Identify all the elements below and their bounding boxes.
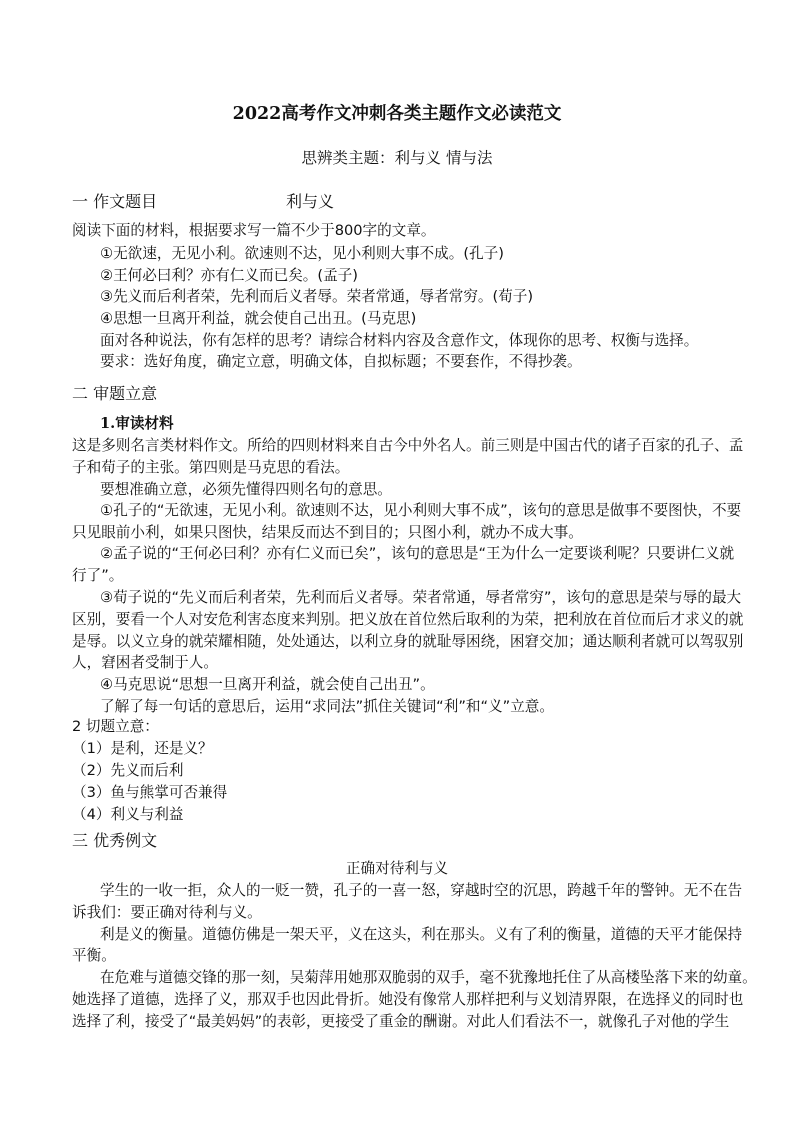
material-3: ③先义而后利者荣，先利而后义者辱。荣者常通，辱者常穷。(荀子) — [100, 288, 534, 305]
analysis-line: ②孟子说的“王何必曰利？亦有仁义而已矣”，该句的意思是“王为什么一定要谈利呢？只要讲仁义就 — [100, 545, 735, 562]
thesis-angle: （1）是利，还是义？ — [72, 740, 213, 757]
section-heading-1 — [72, 191, 335, 212]
essay-line: 她选择了道德，选择了义，那双手也因此骨折。她没有像常人那样把利与义划清界限，在选择义的同时也 — [72, 991, 744, 1008]
analysis-line: 子和荀子的主张。第四则是马克思的看法。 — [72, 459, 350, 476]
analysis-line: ④马克思说“思想一旦离开利益，就会使自己出丑”。 — [100, 676, 435, 693]
analysis-line: 这是多则名言类材料作文。所给的四则材料来自古今中外名人。前三则是中国古代的诸子百家的孔子、孟 — [72, 437, 744, 454]
material-4: ④思想一旦离开利益，就会使自己出丑。(马克思) — [100, 310, 417, 327]
section-heading-3: 三 优秀例文 — [72, 831, 158, 850]
material-1: ①无欲速，无见小利。欲速则不达，见小利则大事不成。(孔子) — [100, 245, 504, 262]
essay-line: 诉我们：要正确对待利与义。 — [72, 904, 262, 921]
thesis-angle: （4）利义与利益 — [72, 806, 184, 823]
subheading-read-material: 1.审读材料 — [100, 415, 174, 432]
essay-line: 选择了利，接受了“最美妈妈”的表彰，更接受了重金的酬谢。对此人们看法不一，就像孔子对他的学生 — [72, 1013, 730, 1030]
essay-line: 利是义的衡量。道德仿佛是一架天平，义在这头，利在那头。义有了利的衡量，道德的天平才能保持 — [100, 926, 743, 943]
material-2: ②王何必曰利？亦有仁义而已矣。(孟子) — [100, 267, 358, 284]
analysis-line: 区别，要看一个人对安危利害态度来判别。把义放在首位然后取利的为荣，把利放在首位而后才求义的就 — [72, 611, 744, 628]
essay-title: 正确对待利与义 — [345, 860, 449, 877]
subheading-thesis: 2 切题立意： — [72, 718, 159, 735]
section-1-topic: 利与义 — [286, 192, 335, 211]
prompt-requirements: 要求：选好角度，确定立意，明确文体，自拟标题；不要套作，不得抄袭。 — [100, 353, 582, 370]
analysis-line: 人，窘困者受制于人。 — [72, 654, 218, 671]
document-title: 2022高考作文冲刺各类主题作文必读范文 — [232, 104, 562, 124]
analysis-line: 要想准确立意，必须先懂得四则名句的意思。 — [100, 481, 392, 498]
thesis-angle: （3）鱼与熊掌可否兼得 — [72, 784, 228, 801]
essay-line: 平衡。 — [72, 947, 116, 964]
document-subtitle: 思辨类主题：利与义 情与法 — [301, 149, 493, 167]
analysis-line: 了解了每一句话的意思后，运用“求同法”抓住关键词“利”和“义”立意。 — [100, 698, 554, 715]
analysis-line: 只见眼前小利，如果只图快，结果反而达不到目的；只图小利，就办不成大事。 — [72, 524, 583, 541]
thesis-angle: （2）先义而后利 — [72, 762, 184, 779]
prompt-intro: 阅读下面的材料，根据要求写一篇不少于800字的文章。 — [72, 222, 436, 239]
analysis-line: 是辱。以义立身的就荣耀相随，处处通达，以利立身的就耻辱困绕，困窘交加；通达顺利者就可以驾驭别 — [72, 633, 744, 650]
essay-line: 在危难与道德交锋的那一刻，吴菊萍用她那双脆弱的双手，毫不犹豫地托住了从高楼坠落下来的幼童。 — [100, 969, 757, 986]
analysis-line: 行了”。 — [72, 567, 124, 584]
prompt-task: 面对各种说法，你有怎样的思考？请综合材料内容及含意作文，体现你的思考、权衡与选择。 — [100, 332, 699, 349]
analysis-line: ③荀子说的“先义而后利者荣，先利而后义者辱。荣者常通，辱者常穷”，该句的意思是荣与辱的最大 — [100, 589, 742, 606]
analysis-line: ①孔子的“无欲速，无见小利。欲速则不达，见小利则大事不成”，该句的意思是做事不要图快，不要 — [100, 502, 742, 519]
essay-line: 学生的一收一拒，众人的一贬一赞，孔子的一喜一怒，穿越时空的沉思，跨越千年的警钟。无不在告 — [100, 882, 743, 899]
section-1-label: 一 作文题目 — [72, 192, 158, 211]
section-heading-2: 二 审题立意 — [72, 384, 158, 403]
